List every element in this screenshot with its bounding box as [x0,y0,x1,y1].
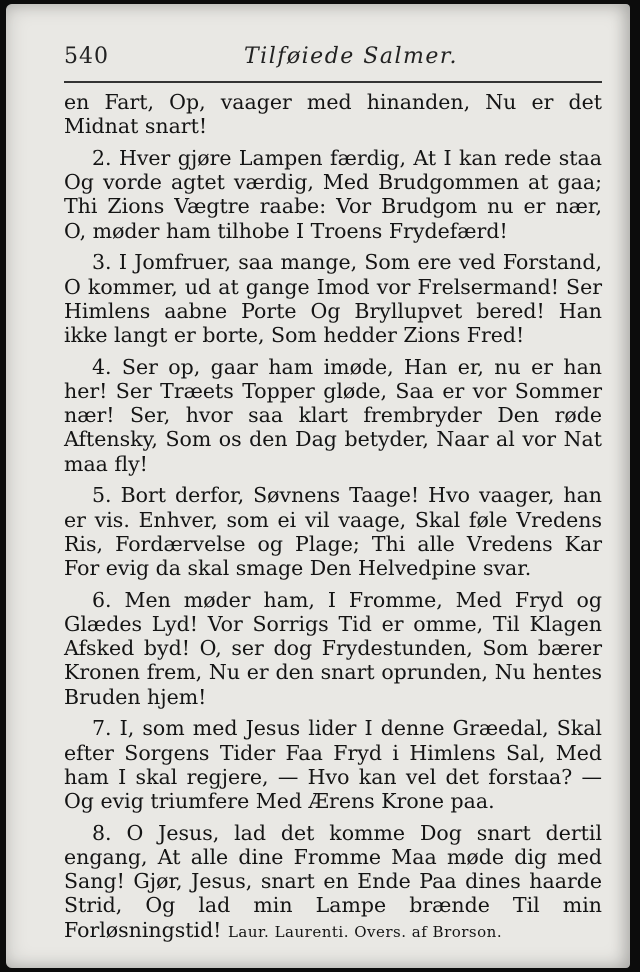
stanza-continuation: en Fart, Op, vaager med hinanden, Nu er det Midnat snart! [64,90,602,139]
header-rule [64,81,602,83]
stanza-8-text: 8. O Jesus, lad det komme Dog snart dertil engang, At alle dine Fromme Maa møde dig med Sang! Gjør, Jesus, snart en Ende Paa dines haarde Strid, Og lad min Lampe brænde Til min Forløsningstid! [64,820,602,942]
book-page [6,4,630,968]
stanza-5: 5. Bort derfor, Søvnens Taage! Hvo vaager, han er vis. Enhver, som ei vil vaage, Skal føle Vredens Ris, Fordærvelse og Plage; Thi alle Vredens Kar For evig da skal smage Den Helvedpine svar. [64,483,602,581]
stanza-4: 4. Ser op, gaar ham imøde, Han er, nu er han her! Ser Træets Topper gløde, Saa er vor Sommer nær! Ser, hvor saa klart frembryder Den røde Aftensky, Som os den Dag betyder, Naar al vor Nat maa fly! [64,354,602,476]
hymn-text [64,90,602,951]
stanza-2: 2. Hver gjøre Lampen færdig, At I kan rede staa Og vorde agtet værdig, Med Brudgommen at gaa; Thi Zions Vægtre raabe: Vor Brudgom nu er nær, O, møder ham tilhobe I Troens Frydefærd! [64,146,602,243]
attribution: Laur. Laurenti. Overs. af Brorson. [227,922,503,941]
page-number: 540 [64,44,109,69]
running-title: Tilføiede Salmer. [244,44,458,69]
stanza-8 [64,821,602,944]
page-header [64,44,600,78]
stanza-7: 7. I, som med Jesus lider I denne Græedal, Skal efter Sorgens Tider Faa Fryd i Himlens Sal, Med ham I skal regjere, — Hvo kan vel det forstaa? — Og evig triumfere Med Ærens Krone paa. [64,716,602,814]
stanza-6: 6. Men møder ham, I Fromme, Med Fryd og Glædes Lyd! Vor Sorrigs Tid er omme, Til Klagen Afsked byd! O, ser dog Frydestunden, Som bærer Kronen frem, Nu er den snart oprunden, Nu hentes Bruden hjem! [64,587,602,709]
stanza-3: 3. I Jomfruer, saa mange, Som ere ved Forstand, O kommer, ud at gange Imod vor Frelsermand! Ser Himlens aabne Porte Og Bryllupvet bered! Han ikke langt er borte, Som hedder Zions Fred! [64,250,602,348]
